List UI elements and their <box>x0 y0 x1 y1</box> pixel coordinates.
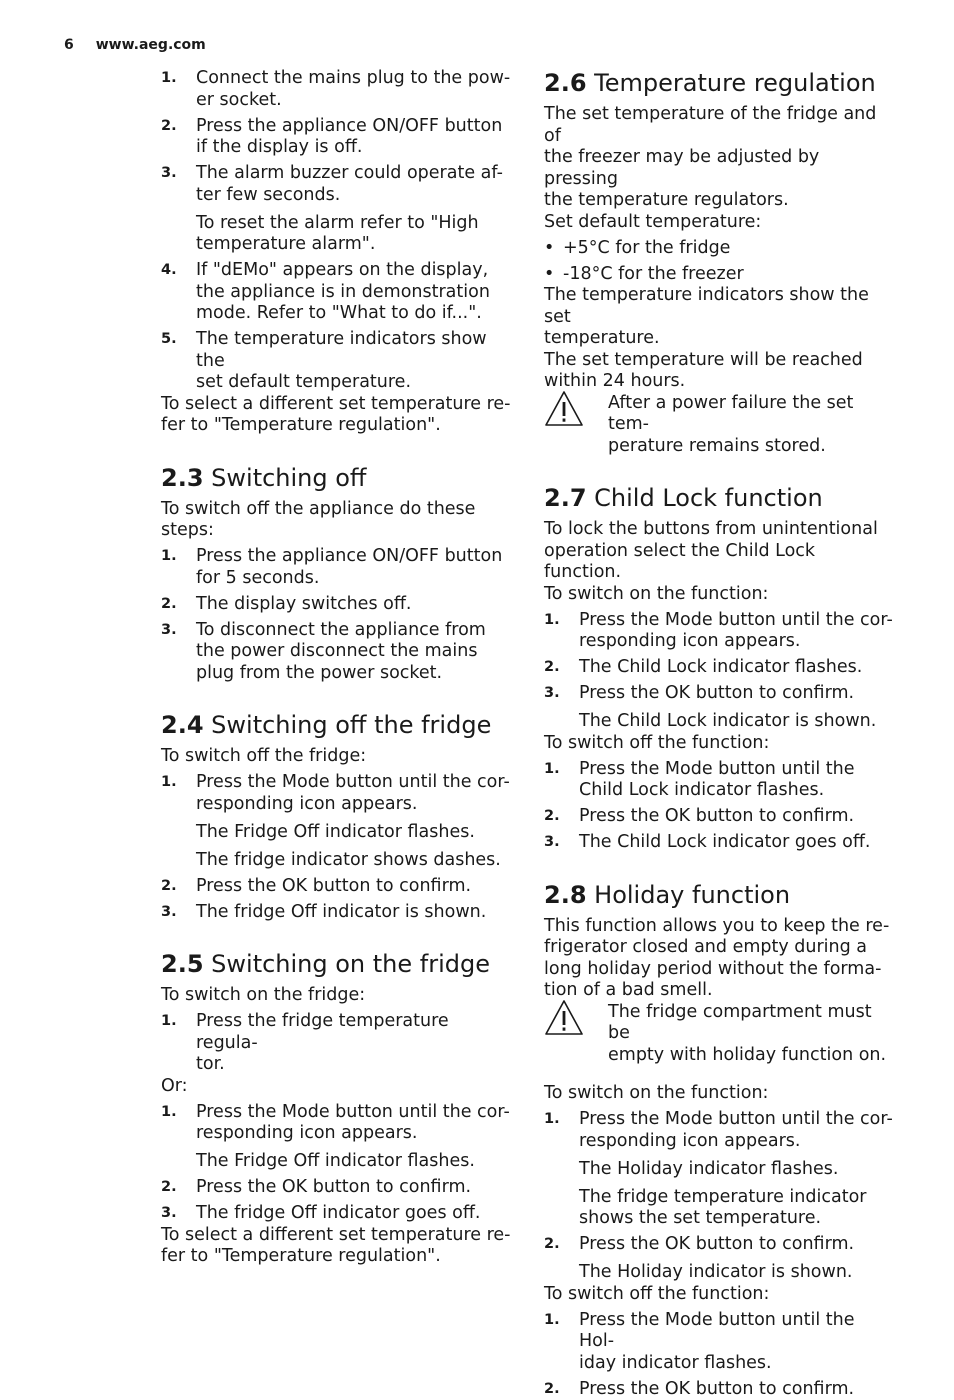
numbered-step <box>544 759 894 802</box>
paragraph: The temperature indicators show the set temperature. The set temperature will be reached within 24 hours. <box>544 285 894 393</box>
numbered-step <box>161 1011 511 1076</box>
step-number: 2. <box>544 1379 560 1400</box>
step-result: The fridge indicator shows dashes. <box>161 850 511 872</box>
step-text: Press the Mode button until the cor- responding icon appears. <box>579 1109 893 1151</box>
numbered-step <box>161 1102 511 1145</box>
paragraph: This function allows you to keep the re- frigerator closed and empty during a long holiday period without the forma- tion of a bad smell. <box>544 916 894 1002</box>
section-number: 2.4 <box>161 711 204 739</box>
step-result: The Fridge Off indicator flashes. <box>161 822 511 844</box>
numbered-step <box>161 1177 511 1199</box>
numbered-step <box>161 902 511 924</box>
numbered-step <box>544 610 894 653</box>
step-number: 1. <box>161 68 177 90</box>
website-url[interactable]: www.aeg.com <box>96 37 206 53</box>
warning-note <box>544 393 894 458</box>
numbered-step <box>161 876 511 898</box>
step-text: Press the OK button to confirm. <box>579 683 854 703</box>
step-number: 1. <box>161 772 177 794</box>
step-text: Press the OK button to confirm. <box>196 876 471 896</box>
numbered-step <box>161 620 511 685</box>
step-text: Press the Mode button until the cor- responding icon appears. <box>579 610 893 652</box>
step-number: 5. <box>161 329 177 351</box>
warning-text: After a power failure the set tem- perature remains stored. <box>608 393 853 456</box>
step-number: 4. <box>161 260 177 282</box>
step-text: Press the appliance ON/OFF button for 5 seconds. <box>196 546 502 588</box>
step-text: Press the appliance ON/OFF button if the display is off. <box>196 116 502 158</box>
step-number: 3. <box>544 683 560 705</box>
warning-triangle-icon <box>544 389 584 429</box>
step-number: 2. <box>544 806 560 828</box>
numbered-step <box>544 683 894 705</box>
step-text: The fridge Off indicator goes off. <box>196 1203 480 1223</box>
step-number: 1. <box>544 610 560 632</box>
numbered-step <box>161 1203 511 1225</box>
step-text: The Child Lock indicator goes off. <box>579 832 870 852</box>
step-number: 2. <box>544 657 560 679</box>
page-header <box>64 37 206 53</box>
section-number: 2.8 <box>544 881 587 909</box>
numbered-step <box>161 260 511 325</box>
step-text: Press the OK button to confirm. <box>579 806 854 826</box>
step-text: Press the Mode button until the cor- responding icon appears. <box>196 772 510 814</box>
paragraph: Or: <box>161 1076 511 1098</box>
section-title: Switching off the fridge <box>211 711 491 739</box>
paragraph: To select a different set temperature re- fer to "Temperature regulation". <box>161 1225 511 1268</box>
step-number: 2. <box>544 1234 560 1256</box>
section-number: 2.3 <box>161 464 204 492</box>
step-text: The display switches off. <box>196 594 411 614</box>
step-number: 3. <box>161 620 177 642</box>
step-result: To reset the alarm refer to "High temperature alarm". <box>161 213 511 256</box>
step-number: 1. <box>161 1102 177 1124</box>
section-title: Temperature regulation <box>594 69 876 97</box>
warning-text: The fridge compartment must be empty with holiday function on. <box>608 1002 886 1065</box>
section-number: 2.5 <box>161 950 204 978</box>
numbered-step <box>544 1379 894 1400</box>
section-title: Child Lock function <box>594 484 823 512</box>
bullet-item <box>544 264 894 286</box>
numbered-step <box>544 1109 894 1152</box>
step-text: The Child Lock indicator flashes. <box>579 657 862 677</box>
step-result: The Holiday indicator is shown. <box>544 1262 894 1284</box>
page-number: 6 <box>64 37 74 53</box>
section-heading <box>161 463 511 493</box>
numbered-step <box>544 806 894 828</box>
step-text: The temperature indicators show the set default temperature. <box>196 329 487 392</box>
section-number: 2.6 <box>544 69 587 97</box>
section-heading <box>544 483 894 513</box>
step-number: 2. <box>161 1177 177 1199</box>
numbered-step <box>544 832 894 854</box>
step-text: Press the Mode button until the Child Lock indicator flashes. <box>579 759 854 801</box>
left-column <box>161 68 511 1268</box>
numbered-step <box>161 772 511 815</box>
section-heading <box>544 880 894 910</box>
section-number: 2.7 <box>544 484 587 512</box>
section-title: Switching on the fridge <box>211 950 490 978</box>
section-heading <box>161 710 511 740</box>
step-result: The fridge temperature indicator shows the set temperature. <box>544 1187 894 1230</box>
paragraph: To switch on the function: <box>544 1083 894 1105</box>
step-text: The fridge Off indicator is shown. <box>196 902 486 922</box>
numbered-step <box>544 1310 894 1375</box>
step-number: 3. <box>544 832 560 854</box>
step-number: 2. <box>161 594 177 616</box>
numbered-step <box>544 657 894 679</box>
bullet-text: -18°C for the freezer <box>563 264 744 284</box>
step-text: Press the fridge temperature regula- tor. <box>196 1011 449 1074</box>
step-text: If "dEMo" appears on the display, the appliance is in demonstration mode. Refer to "What to do if...". <box>196 260 490 323</box>
step-number: 2. <box>161 876 177 898</box>
numbered-step <box>544 1234 894 1256</box>
paragraph: To switch on the fridge: <box>161 985 511 1007</box>
warning-note <box>544 1002 894 1067</box>
step-number: 1. <box>161 1011 177 1033</box>
numbered-step <box>161 163 511 206</box>
numbered-step <box>161 68 511 111</box>
bullet-text: +5°C for the fridge <box>563 238 730 258</box>
warning-triangle-icon <box>544 998 584 1038</box>
step-text: Press the OK button to confirm. <box>196 1177 471 1197</box>
step-number: 3. <box>161 163 177 185</box>
step-text: The alarm buzzer could operate af- ter few seconds. <box>196 163 503 205</box>
step-number: 1. <box>544 1109 560 1131</box>
step-number: 2. <box>161 116 177 138</box>
step-number: 1. <box>544 1310 560 1332</box>
step-text: To disconnect the appliance from the power disconnect the mains plug from the power socket. <box>196 620 486 683</box>
step-text: Press the OK button to confirm. <box>579 1234 854 1254</box>
paragraph: To select a different set temperature re- fer to "Temperature regulation". <box>161 394 511 437</box>
section-title: Holiday function <box>594 881 790 909</box>
right-column <box>544 68 894 1400</box>
paragraph: To switch off the function: <box>544 733 894 755</box>
step-number: 3. <box>161 902 177 924</box>
bullet-item <box>544 238 894 260</box>
numbered-step <box>161 546 511 589</box>
step-result: The Child Lock indicator is shown. <box>544 711 894 733</box>
step-result: The Fridge Off indicator flashes. <box>161 1151 511 1173</box>
step-number: 1. <box>544 759 560 781</box>
step-text: Connect the mains plug to the pow- er socket. <box>196 68 510 110</box>
step-text: Press the Mode button until the Hol- iday indicator flashes. <box>579 1310 854 1373</box>
step-number: 1. <box>161 546 177 568</box>
step-text: Press the OK button to confirm. <box>579 1379 854 1399</box>
section-heading <box>544 68 894 98</box>
paragraph: The set temperature of the fridge and of the freezer may be adjusted by pressing the temperature regulators. Set default temperature: <box>544 104 894 233</box>
section-heading <box>161 949 511 979</box>
bullet-dot: • <box>544 264 554 286</box>
paragraph: To switch off the function: <box>544 1284 894 1306</box>
paragraph: To lock the buttons from unintentional operation select the Child Lock function. To switch on the function: <box>544 519 894 605</box>
step-result: The Holiday indicator flashes. <box>544 1159 894 1181</box>
step-text: Press the Mode button until the cor- responding icon appears. <box>196 1102 510 1144</box>
numbered-step <box>161 594 511 616</box>
step-number: 3. <box>161 1203 177 1225</box>
numbered-step <box>161 116 511 159</box>
paragraph: To switch off the appliance do these steps: <box>161 499 511 542</box>
numbered-step <box>161 329 511 394</box>
section-title: Switching off <box>211 464 366 492</box>
bullet-dot: • <box>544 238 554 260</box>
paragraph: To switch off the fridge: <box>161 746 511 768</box>
